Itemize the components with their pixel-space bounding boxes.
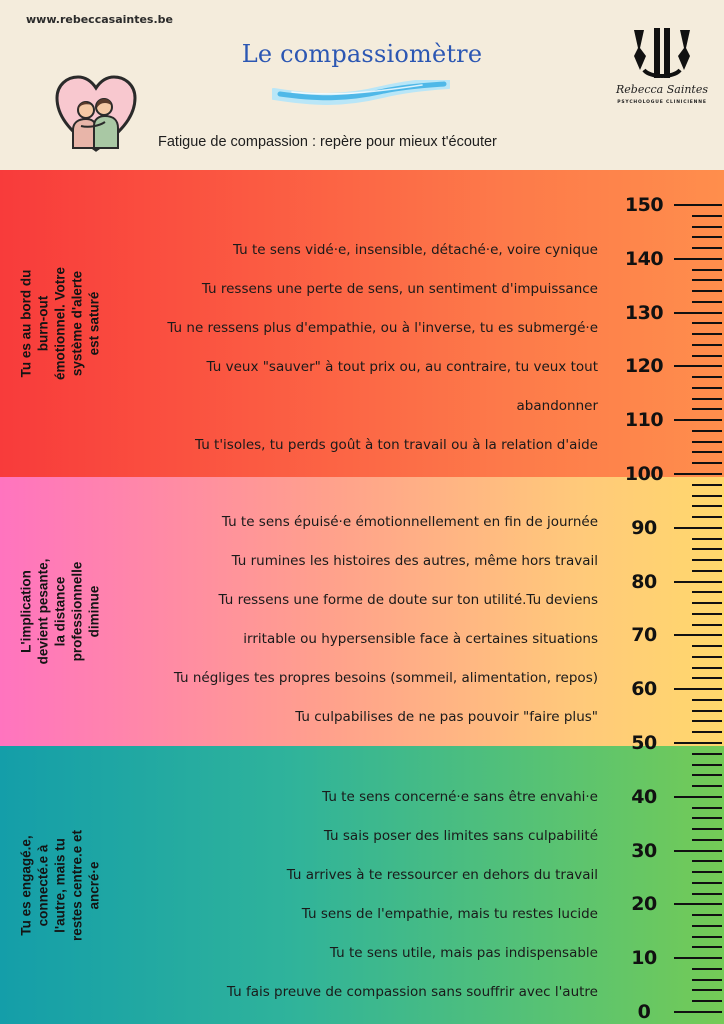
ruler-minor-tick <box>692 236 722 238</box>
list-item: Tu négliges tes propres besoins (sommeil, alimentation, repos) <box>173 670 598 686</box>
ruler-minor-tick <box>692 613 722 615</box>
ruler-minor-tick <box>692 495 722 497</box>
overinvolvement-signs-list <box>174 512 598 746</box>
ruler-major-tick <box>674 634 722 636</box>
ruler-minor-tick <box>692 516 722 518</box>
ruler-minor-tick <box>692 656 722 658</box>
list-item: Tu ressens une perte de sens, un sentiment d'impuissance <box>201 281 598 297</box>
ruler-minor-tick <box>692 344 722 346</box>
logo-name: Rebecca Saintes <box>616 83 708 96</box>
ruler-minor-tick <box>692 893 722 895</box>
ruler-major-tick <box>674 903 722 905</box>
ruler-minor-tick <box>692 667 722 669</box>
ruler-minor-tick <box>692 484 722 486</box>
list-item: abandonner <box>516 398 598 414</box>
ruler-label: 100 <box>624 463 664 485</box>
ruler-major-tick <box>674 473 722 475</box>
list-item: Tu ne ressens plus d'empathie, ou à l'inverse, tu es submergé·e <box>167 320 598 336</box>
ruler-minor-tick <box>692 269 722 271</box>
ruler-minor-tick <box>692 591 722 593</box>
ruler-minor-tick <box>692 936 722 938</box>
ruler-minor-tick <box>692 333 722 335</box>
ruler-minor-tick <box>692 946 722 948</box>
ruler-minor-tick <box>692 645 722 647</box>
ruler-minor-tick <box>692 570 722 572</box>
ruler-minor-tick <box>692 925 722 927</box>
ruler-minor-tick <box>692 215 722 217</box>
ruler-minor-tick <box>692 720 722 722</box>
zone-label-healthy: Tu es engagé.e, connecté.e à l'autre, mais tu restes centre.e et ancré·e <box>18 829 102 941</box>
compassion-ruler <box>620 0 724 1024</box>
ruler-minor-tick <box>692 408 722 410</box>
ruler-minor-tick <box>692 226 722 228</box>
ruler-minor-tick <box>692 914 722 916</box>
ruler-label: 140 <box>624 247 664 270</box>
ruler-minor-tick <box>692 301 722 303</box>
ruler-label: 40 <box>631 785 657 808</box>
ruler-minor-tick <box>692 548 722 550</box>
ruler-label: 80 <box>631 570 657 593</box>
ruler-major-tick <box>674 312 722 314</box>
ruler-label: 20 <box>631 893 657 916</box>
ruler-minor-tick <box>692 774 722 776</box>
list-item: Tu veux "sauver" à tout prix ou, au contraire, tu veux tout <box>206 359 598 375</box>
list-item: Tu te sens concerné·e sans être envahi·e <box>322 789 598 805</box>
ruler-major-tick <box>674 258 722 260</box>
page-title: Le compassiomètre <box>241 40 483 68</box>
ruler-major-tick <box>674 527 722 529</box>
ruler-label: 110 <box>624 409 664 432</box>
ruler-minor-tick <box>692 462 722 464</box>
zone-label-overinvolvement: L'implication devient pesante, la distance professionnelle diminue <box>18 558 102 665</box>
list-item: Tu culpabilises de ne pas pouvoir "faire plus" <box>295 709 598 725</box>
ruler-minor-tick <box>692 247 722 249</box>
ruler-label: 10 <box>631 947 657 970</box>
ruler-minor-tick <box>692 322 722 324</box>
list-item: Tu te sens vidé·e, insensible, détaché·e, voire cynique <box>232 242 598 258</box>
ruler-major-tick <box>674 419 722 421</box>
ruler-minor-tick <box>692 807 722 809</box>
ruler-minor-tick <box>692 785 722 787</box>
burnout-signs-list <box>167 240 598 474</box>
ruler-label: 150 <box>624 194 664 216</box>
ruler-minor-tick <box>692 860 722 862</box>
ruler-major-tick <box>674 796 722 798</box>
ruler-minor-tick <box>692 828 722 830</box>
page-subtitle: Fatigue de compassion : repère pour mieux t'écouter <box>158 134 497 150</box>
ruler-minor-tick <box>692 451 722 453</box>
zone-label-burnout: Tu es au bord du burn-out émotionnel. Votre système d'alerte est saturé <box>18 267 102 381</box>
list-item: Tu sais poser des limites sans culpabilité <box>323 828 598 844</box>
ruler-label: 70 <box>631 624 657 647</box>
ruler-label: 30 <box>631 839 657 862</box>
ruler-label: 0 <box>637 1001 651 1023</box>
ruler-minor-tick <box>692 441 722 443</box>
ruler-major-tick <box>674 1011 722 1013</box>
ruler-major-tick <box>674 742 722 744</box>
blue-brush-stroke <box>272 80 450 114</box>
ruler-minor-tick <box>692 871 722 873</box>
list-item: Tu arrives à te ressourcer en dehors du travail <box>286 867 598 883</box>
list-item: Tu fais preuve de compassion sans souffrir avec l'autre <box>226 984 598 1000</box>
ruler-minor-tick <box>692 989 722 991</box>
ruler-minor-tick <box>692 624 722 626</box>
ruler-minor-tick <box>692 677 722 679</box>
ruler-label: 90 <box>631 516 657 539</box>
list-item: Tu sens de l'empathie, mais tu restes lucide <box>301 906 598 922</box>
ruler-label: 130 <box>624 301 664 324</box>
ruler-minor-tick <box>692 753 722 755</box>
ruler-minor-tick <box>692 731 722 733</box>
ruler-major-tick <box>674 850 722 852</box>
ruler-minor-tick <box>692 538 722 540</box>
ruler-major-tick <box>674 688 722 690</box>
ruler-major-tick <box>674 581 722 583</box>
website-url[interactable]: www.rebeccasaintes.be <box>26 13 173 26</box>
healthy-signs-list <box>227 787 598 1021</box>
hugging-couple-heart-icon <box>55 74 137 160</box>
ruler-minor-tick <box>692 279 722 281</box>
ruler-minor-tick <box>692 699 722 701</box>
ruler-major-tick <box>674 365 722 367</box>
list-item: Tu t'isoles, tu perds goût à ton travail ou à la relation d'aide <box>195 437 598 453</box>
ruler-label: 120 <box>624 355 664 378</box>
header <box>0 0 724 170</box>
ruler-minor-tick <box>692 764 722 766</box>
logo-role: PSYCHOLOGUE CLINICIENNE <box>617 100 707 105</box>
ruler-minor-tick <box>692 1000 722 1002</box>
list-item: Tu te sens épuisé·e émotionnellement en fin de journée <box>221 514 598 530</box>
ruler-minor-tick <box>692 968 722 970</box>
ruler-minor-tick <box>692 979 722 981</box>
list-item: Tu ressens une forme de doute sur ton utilité.Tu deviens <box>218 592 598 608</box>
list-item: Tu rumines les histoires des autres, même hors travail <box>231 553 598 569</box>
ruler-major-tick <box>674 957 722 959</box>
ruler-label: 50 <box>631 732 657 754</box>
ruler-minor-tick <box>692 355 722 357</box>
ruler-minor-tick <box>692 602 722 604</box>
list-item: irritable ou hypersensible face à certaines situations <box>243 631 598 647</box>
ruler-minor-tick <box>692 817 722 819</box>
ruler-minor-tick <box>692 710 722 712</box>
ruler-minor-tick <box>692 559 722 561</box>
ruler-minor-tick <box>692 387 722 389</box>
list-item: Tu te sens utile, mais pas indispensable <box>329 945 598 961</box>
ruler-minor-tick <box>692 398 722 400</box>
ruler-major-tick <box>674 204 722 206</box>
ruler-minor-tick <box>692 882 722 884</box>
ruler-minor-tick <box>692 839 722 841</box>
ruler-minor-tick <box>692 290 722 292</box>
ruler-minor-tick <box>692 376 722 378</box>
ruler-label: 60 <box>631 678 657 701</box>
ruler-minor-tick <box>692 505 722 507</box>
ruler-minor-tick <box>692 430 722 432</box>
